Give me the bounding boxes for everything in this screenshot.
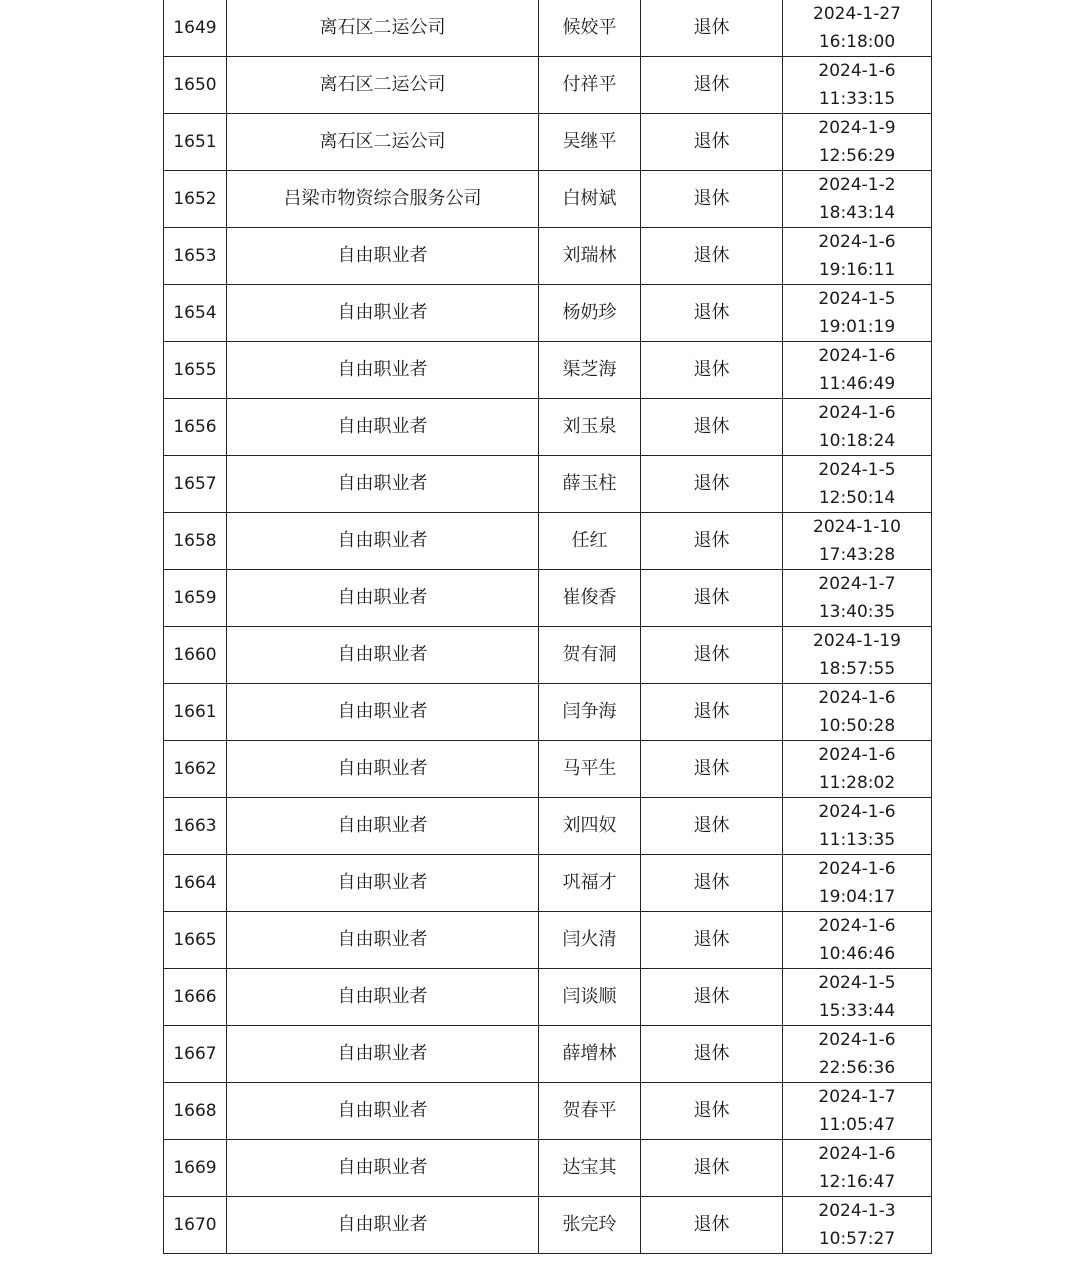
date-text: 2024-1-6 bbox=[818, 61, 896, 81]
unit-cell: 自由职业者 bbox=[227, 399, 539, 456]
table-row bbox=[164, 684, 932, 741]
records-table-container bbox=[163, 0, 928, 1254]
time-text: 10:18:24 bbox=[818, 431, 896, 451]
date-text: 2024-1-19 bbox=[813, 631, 901, 651]
row-number-cell: 1660 bbox=[164, 627, 227, 684]
records-table bbox=[163, 0, 932, 1254]
date-text: 2024-1-6 bbox=[818, 916, 896, 936]
datetime-cell bbox=[783, 855, 932, 912]
unit-cell: 自由职业者 bbox=[227, 798, 539, 855]
person-name-cell: 候姣平 bbox=[539, 0, 641, 57]
row-number-cell: 1665 bbox=[164, 912, 227, 969]
person-name-cell: 巩福才 bbox=[539, 855, 641, 912]
unit-cell: 离石区二运公司 bbox=[227, 114, 539, 171]
datetime-cell bbox=[783, 570, 932, 627]
row-number-cell: 1653 bbox=[164, 228, 227, 285]
reason-cell: 退休 bbox=[641, 855, 783, 912]
reason-cell: 退休 bbox=[641, 969, 783, 1026]
table-row bbox=[164, 57, 932, 114]
person-name-cell: 贺春平 bbox=[539, 1083, 641, 1140]
person-name-cell: 渠芝海 bbox=[539, 342, 641, 399]
datetime-cell bbox=[783, 627, 932, 684]
reason-cell: 退休 bbox=[641, 570, 783, 627]
table-row bbox=[164, 171, 932, 228]
person-name-cell: 薛增林 bbox=[539, 1026, 641, 1083]
time-text: 11:46:49 bbox=[818, 374, 896, 394]
date-text: 2024-1-6 bbox=[818, 232, 896, 252]
reason-cell: 退休 bbox=[641, 0, 783, 57]
time-text: 12:56:29 bbox=[818, 146, 896, 166]
table-row bbox=[164, 570, 932, 627]
unit-cell: 自由职业者 bbox=[227, 741, 539, 798]
reason-cell: 退休 bbox=[641, 228, 783, 285]
datetime-cell bbox=[783, 969, 932, 1026]
person-name-cell: 白树斌 bbox=[539, 171, 641, 228]
unit-cell: 自由职业者 bbox=[227, 285, 539, 342]
unit-cell: 吕梁市物资综合服务公司 bbox=[227, 171, 539, 228]
unit-cell: 自由职业者 bbox=[227, 342, 539, 399]
reason-cell: 退休 bbox=[641, 627, 783, 684]
datetime-cell bbox=[783, 684, 932, 741]
datetime-cell bbox=[783, 1197, 932, 1254]
unit-cell: 自由职业者 bbox=[227, 969, 539, 1026]
date-text: 2024-1-6 bbox=[818, 859, 896, 879]
person-name-cell: 刘玉泉 bbox=[539, 399, 641, 456]
unit-cell: 自由职业者 bbox=[227, 228, 539, 285]
date-text: 2024-1-7 bbox=[818, 574, 896, 594]
table-row bbox=[164, 798, 932, 855]
person-name-cell: 吴继平 bbox=[539, 114, 641, 171]
person-name-cell: 杨奶珍 bbox=[539, 285, 641, 342]
table-row bbox=[164, 342, 932, 399]
date-text: 2024-1-5 bbox=[818, 973, 896, 993]
time-text: 11:28:02 bbox=[818, 773, 896, 793]
table-row bbox=[164, 1083, 932, 1140]
date-text: 2024-1-6 bbox=[818, 403, 896, 423]
date-text: 2024-1-5 bbox=[818, 460, 896, 480]
table-row bbox=[164, 513, 932, 570]
person-name-cell: 刘瑞林 bbox=[539, 228, 641, 285]
time-text: 18:43:14 bbox=[818, 203, 896, 223]
person-name-cell: 贺有洞 bbox=[539, 627, 641, 684]
unit-cell: 自由职业者 bbox=[227, 456, 539, 513]
row-number-cell: 1663 bbox=[164, 798, 227, 855]
reason-cell: 退休 bbox=[641, 456, 783, 513]
person-name-cell: 达宝其 bbox=[539, 1140, 641, 1197]
row-number-cell: 1669 bbox=[164, 1140, 227, 1197]
unit-cell: 自由职业者 bbox=[227, 1197, 539, 1254]
row-number-cell: 1667 bbox=[164, 1026, 227, 1083]
unit-cell: 离石区二运公司 bbox=[227, 0, 539, 57]
unit-cell: 自由职业者 bbox=[227, 912, 539, 969]
time-text: 15:33:44 bbox=[818, 1001, 896, 1021]
table-row bbox=[164, 0, 932, 57]
time-text: 10:57:27 bbox=[818, 1229, 896, 1249]
date-text: 2024-1-7 bbox=[818, 1087, 896, 1107]
person-name-cell: 闫火清 bbox=[539, 912, 641, 969]
datetime-cell bbox=[783, 399, 932, 456]
table-row bbox=[164, 399, 932, 456]
datetime-cell bbox=[783, 741, 932, 798]
table-row bbox=[164, 1197, 932, 1254]
row-number-cell: 1651 bbox=[164, 114, 227, 171]
time-text: 19:04:17 bbox=[818, 887, 896, 907]
datetime-cell bbox=[783, 285, 932, 342]
datetime-cell bbox=[783, 57, 932, 114]
date-text: 2024-1-27 bbox=[813, 4, 901, 24]
datetime-cell bbox=[783, 1026, 932, 1083]
datetime-cell bbox=[783, 0, 932, 57]
reason-cell: 退休 bbox=[641, 741, 783, 798]
row-number-cell: 1659 bbox=[164, 570, 227, 627]
unit-cell: 自由职业者 bbox=[227, 1140, 539, 1197]
table-row bbox=[164, 912, 932, 969]
reason-cell: 退休 bbox=[641, 912, 783, 969]
row-number-cell: 1664 bbox=[164, 855, 227, 912]
datetime-cell bbox=[783, 912, 932, 969]
row-number-cell: 1650 bbox=[164, 57, 227, 114]
table-row bbox=[164, 855, 932, 912]
reason-cell: 退休 bbox=[641, 342, 783, 399]
row-number-cell: 1649 bbox=[164, 0, 227, 57]
row-number-cell: 1661 bbox=[164, 684, 227, 741]
records-table-body bbox=[164, 0, 932, 1254]
time-text: 11:33:15 bbox=[818, 89, 896, 109]
datetime-cell bbox=[783, 1083, 932, 1140]
reason-cell: 退休 bbox=[641, 114, 783, 171]
reason-cell: 退休 bbox=[641, 798, 783, 855]
time-text: 19:01:19 bbox=[818, 317, 896, 337]
table-row bbox=[164, 969, 932, 1026]
date-text: 2024-1-6 bbox=[818, 688, 896, 708]
datetime-cell bbox=[783, 342, 932, 399]
person-name-cell: 任红 bbox=[539, 513, 641, 570]
time-text: 11:05:47 bbox=[818, 1115, 896, 1135]
reason-cell: 退休 bbox=[641, 171, 783, 228]
row-number-cell: 1662 bbox=[164, 741, 227, 798]
row-number-cell: 1656 bbox=[164, 399, 227, 456]
datetime-cell bbox=[783, 798, 932, 855]
time-text: 10:46:46 bbox=[818, 944, 896, 964]
time-text: 10:50:28 bbox=[818, 716, 896, 736]
unit-cell: 自由职业者 bbox=[227, 684, 539, 741]
person-name-cell: 付祥平 bbox=[539, 57, 641, 114]
row-number-cell: 1655 bbox=[164, 342, 227, 399]
row-number-cell: 1652 bbox=[164, 171, 227, 228]
unit-cell: 离石区二运公司 bbox=[227, 57, 539, 114]
date-text: 2024-1-6 bbox=[818, 1144, 896, 1164]
person-name-cell: 闫谈顺 bbox=[539, 969, 641, 1026]
date-text: 2024-1-3 bbox=[818, 1201, 896, 1221]
date-text: 2024-1-6 bbox=[818, 1030, 896, 1050]
row-number-cell: 1670 bbox=[164, 1197, 227, 1254]
time-text: 11:13:35 bbox=[818, 830, 896, 850]
unit-cell: 自由职业者 bbox=[227, 1083, 539, 1140]
date-text: 2024-1-9 bbox=[818, 118, 896, 138]
table-row bbox=[164, 285, 932, 342]
reason-cell: 退休 bbox=[641, 684, 783, 741]
row-number-cell: 1666 bbox=[164, 969, 227, 1026]
date-text: 2024-1-10 bbox=[813, 517, 901, 537]
date-text: 2024-1-6 bbox=[818, 745, 896, 765]
time-text: 22:56:36 bbox=[818, 1058, 896, 1078]
unit-cell: 自由职业者 bbox=[227, 855, 539, 912]
date-text: 2024-1-6 bbox=[818, 802, 896, 822]
datetime-cell bbox=[783, 228, 932, 285]
datetime-cell bbox=[783, 1140, 932, 1197]
date-text: 2024-1-6 bbox=[818, 346, 896, 366]
datetime-cell bbox=[783, 456, 932, 513]
time-text: 13:40:35 bbox=[818, 602, 896, 622]
time-text: 18:57:55 bbox=[818, 659, 896, 679]
reason-cell: 退休 bbox=[641, 513, 783, 570]
table-row bbox=[164, 741, 932, 798]
unit-cell: 自由职业者 bbox=[227, 513, 539, 570]
person-name-cell: 闫争海 bbox=[539, 684, 641, 741]
reason-cell: 退休 bbox=[641, 57, 783, 114]
table-row bbox=[164, 114, 932, 171]
datetime-cell bbox=[783, 513, 932, 570]
date-text: 2024-1-5 bbox=[818, 289, 896, 309]
person-name-cell: 刘四奴 bbox=[539, 798, 641, 855]
table-row bbox=[164, 228, 932, 285]
datetime-cell bbox=[783, 171, 932, 228]
reason-cell: 退休 bbox=[641, 1026, 783, 1083]
row-number-cell: 1658 bbox=[164, 513, 227, 570]
table-row bbox=[164, 1140, 932, 1197]
time-text: 12:50:14 bbox=[818, 488, 896, 508]
row-number-cell: 1654 bbox=[164, 285, 227, 342]
reason-cell: 退休 bbox=[641, 1083, 783, 1140]
time-text: 16:18:00 bbox=[818, 32, 896, 52]
row-number-cell: 1668 bbox=[164, 1083, 227, 1140]
unit-cell: 自由职业者 bbox=[227, 570, 539, 627]
person-name-cell: 崔俊香 bbox=[539, 570, 641, 627]
table-row bbox=[164, 1026, 932, 1083]
time-text: 19:16:11 bbox=[818, 260, 896, 280]
time-text: 17:43:28 bbox=[818, 545, 896, 565]
reason-cell: 退休 bbox=[641, 1197, 783, 1254]
row-number-cell: 1657 bbox=[164, 456, 227, 513]
table-row bbox=[164, 456, 932, 513]
unit-cell: 自由职业者 bbox=[227, 627, 539, 684]
unit-cell: 自由职业者 bbox=[227, 1026, 539, 1083]
reason-cell: 退休 bbox=[641, 1140, 783, 1197]
person-name-cell: 薛玉柱 bbox=[539, 456, 641, 513]
person-name-cell: 马平生 bbox=[539, 741, 641, 798]
person-name-cell: 张完玲 bbox=[539, 1197, 641, 1254]
date-text: 2024-1-2 bbox=[818, 175, 896, 195]
time-text: 12:16:47 bbox=[818, 1172, 896, 1192]
table-row bbox=[164, 627, 932, 684]
datetime-cell bbox=[783, 114, 932, 171]
reason-cell: 退休 bbox=[641, 399, 783, 456]
reason-cell: 退休 bbox=[641, 285, 783, 342]
